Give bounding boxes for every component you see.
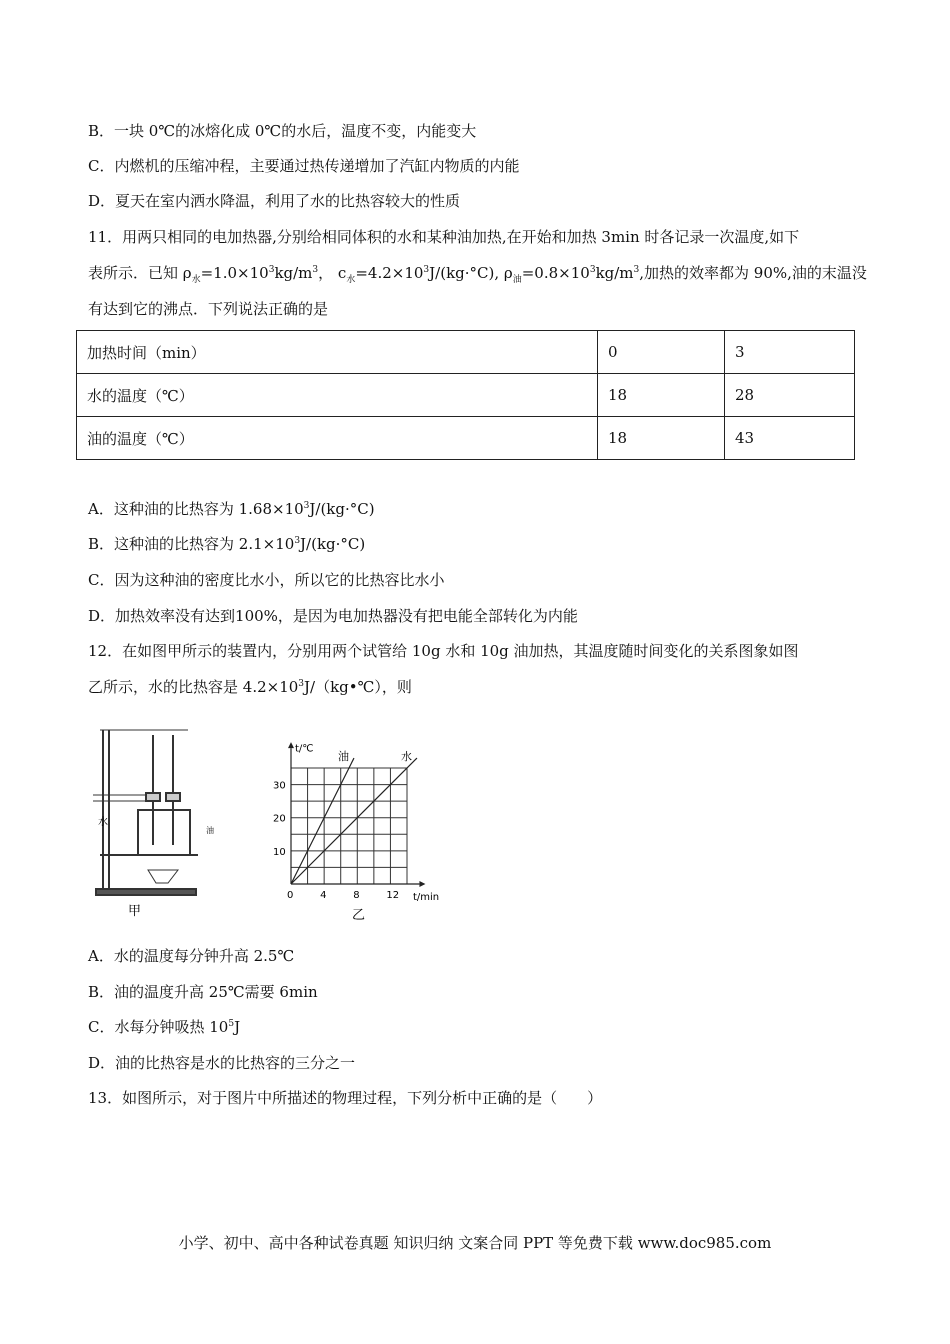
y-axis-label: t/℃ (295, 743, 314, 755)
x-axis-label: t/min (413, 892, 440, 903)
q11-option-d: D．加热效率没有达到100%，是因为电加热器没有把电能全部转化为内能 (88, 607, 578, 625)
q11-line3: 有达到它的沸点．下列说法正确的是 (88, 300, 329, 318)
x-tick-label: 8 (353, 890, 360, 901)
q13-stem: 13．如图所示，对于图片中所描述的物理过程，下列分析中正确的是（ ） (88, 1089, 603, 1107)
q11-line1: 11．用两只相同的电加热器,分别给相同体积的水和某种油加热,在开始和加热 3min 时各记录一次温度,如下 (88, 228, 800, 246)
x-tick-label: 4 (320, 890, 327, 901)
y-tick-label: 20 (273, 813, 286, 825)
q12-option-b: B．油的温度升高 25℃需要 6min (88, 983, 318, 1001)
y-axis-arrow (288, 742, 294, 748)
x-tick-label: 0 (287, 890, 294, 901)
q12-option-c: C．水每分钟吸热 $10^5J$ (88, 1018, 241, 1036)
temperature-time-chart (273, 742, 439, 903)
figure-yi-label: 乙 (352, 908, 366, 923)
figure-jia-label: 甲 (128, 904, 142, 919)
table-row: 加热时间（min） 0 3 (77, 331, 855, 374)
q11-option-c: C．因为这种油的密度比水小，所以它的比热容比水小 (88, 571, 445, 589)
series-label-oil: 油 (337, 750, 349, 764)
x-tick-label: 12 (386, 890, 400, 901)
q12-option-a: A．水的温度每分钟升高 2.5℃ (88, 947, 295, 965)
x-axis-arrow (419, 881, 425, 887)
q12-option-d: D．油的比热容是水的比热容的三分之一 (88, 1054, 356, 1072)
q11-option-a: A．这种油的比热容为 $1.68\times 10^3J/(kg\cdot^\circ C)$ (88, 500, 375, 518)
series-line-oil (291, 758, 354, 884)
q11-line2: 表所示．已知 $\rho_水=1.0\times 10^3kg/m^3$， $c_水=4.2\times 10^3J/(kg\cdot^\circ C)$, $\rho_油=0.8\times 10^3kg/m^3$,加热的效率都为 90%,油的末温没 (88, 264, 867, 285)
q11-option-b: B．这种油的比热容为 $2.1\times 10^3J/(kg\cdot^\circ C)$ (88, 535, 366, 553)
y-tick-label: 30 (273, 780, 286, 792)
q10-option-b: B．一块 0℃的冰熔化成 0℃的水后，温度不变，内能变大 (88, 122, 477, 140)
y-tick-label: 10 (273, 846, 286, 858)
q10-option-d: D．夏天在室内洒水降温，利用了水的比热容较大的性质 (88, 192, 461, 210)
q12-figure (88, 715, 448, 929)
q12-line2: 乙所示，水的比热容是 $4.2\times 10^3J/(kg•℃)$，则 (88, 678, 412, 696)
apparatus-water-label: 水 (98, 817, 108, 828)
q11-data-table (76, 330, 855, 460)
q10-option-c: C．内燃机的压缩冲程，主要通过热传递增加了汽缸内物质的内能 (88, 157, 520, 175)
series-label-water: 水 (400, 750, 412, 764)
apparatus-diagram (93, 730, 198, 895)
table-row: 水的温度（℃） 18 28 (77, 374, 855, 417)
apparatus-and-graph (88, 715, 448, 925)
apparatus-oil-label: 油 (206, 826, 214, 835)
q12-line1: 12．在如图甲所示的装置内，分别用两个试管给 10g 水和 10g 油加热，其温度随时间变化的关系图象如图 (88, 642, 799, 660)
table-row: 油的温度（℃） 18 43 (77, 417, 855, 460)
page-footer: 小学、初中、高中各种试卷真题 知识归纳 文案合同 PPT 等免费下载 www.doc985.com (178, 1234, 772, 1252)
series-line-water (291, 758, 417, 884)
